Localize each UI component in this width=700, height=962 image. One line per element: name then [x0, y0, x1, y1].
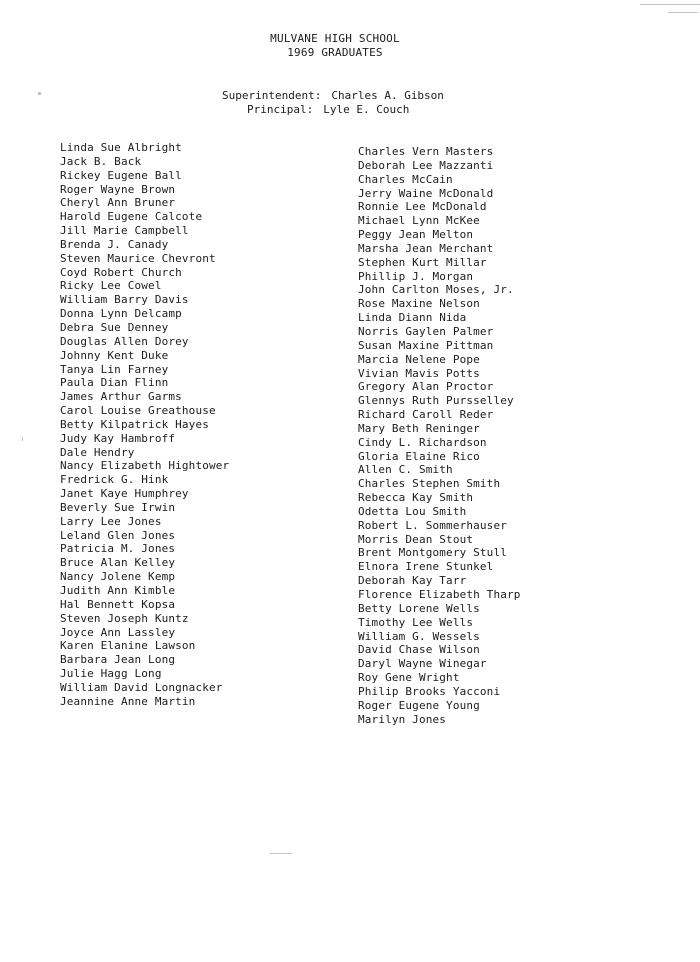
- graduate-name: Jerry Waine McDonald: [358, 186, 494, 200]
- graduate-name: Carol Louise Greathouse: [60, 404, 216, 418]
- graduate-name: William Barry Davis: [60, 293, 189, 307]
- graduate-name: Nancy Jolene Kemp: [60, 570, 176, 584]
- graduates-title: 1969 GRADUATES: [287, 46, 383, 59]
- graduate-name: Robert L. Sommerhauser: [358, 518, 507, 532]
- graduate-name: Judith Ann Kimble: [60, 584, 176, 597]
- graduate-name: Ricky Lee Cowel: [60, 279, 162, 293]
- graduate-name: Linda Sue Albright: [60, 141, 182, 154]
- superintendent-title: Superintendent:: [222, 89, 322, 102]
- graduate-name: Gregory Alan Proctor: [358, 380, 494, 394]
- graduate-name: Deborah Kay Tarr: [358, 574, 467, 588]
- graduate-name: Debra Sue Denney: [60, 320, 169, 334]
- graduate-name: Beverly Sue Irwin: [60, 500, 176, 514]
- graduate-name: Charles McCain: [358, 172, 453, 186]
- graduate-name: Ronnie Lee McDonald: [358, 200, 487, 214]
- graduate-name: Douglas Allen Dorey: [60, 334, 189, 348]
- graduate-name: Jill Marie Campbell: [60, 224, 189, 238]
- graduate-name: Betty Lorene Wells: [358, 601, 480, 615]
- graduate-name: William David Longnacker: [60, 680, 223, 694]
- graduate-name: Allen C. Smith: [358, 463, 453, 477]
- graduate-name: Jeannine Anne Martin: [60, 694, 196, 708]
- principal-title: Principal:: [247, 103, 314, 116]
- graduate-name: Donna Lynn Delcamp: [60, 307, 182, 321]
- graduate-name: Steven Maurice Chevront: [60, 251, 216, 265]
- graduate-name: James Arthur Garms: [60, 390, 182, 404]
- graduate-name: Brent Montgomery Stull: [358, 546, 507, 560]
- graduate-name: Deborah Lee Mazzanti: [358, 158, 494, 172]
- graduate-name: Tanya Lin Farney: [60, 362, 169, 376]
- graduate-name: Bruce Alan Kelley: [60, 556, 176, 570]
- graduate-name: Leland Glen Jones: [60, 528, 176, 542]
- graduate-name: John Carlton Moses, Jr.: [358, 283, 514, 297]
- graduate-name: Julie Hagg Long: [60, 667, 162, 681]
- graduate-name: Linda Diann Nida: [358, 311, 467, 325]
- graduate-name: Elnora Irene Stunkel: [358, 560, 494, 574]
- graduate-name: Betty Kilpatrick Hayes: [60, 417, 209, 431]
- principal-row: [0, 103, 700, 117]
- graduate-name: Gloria Elaine Rico: [358, 449, 480, 463]
- graduate-name: Norris Gaylen Palmer: [358, 324, 494, 338]
- scan-mark-top: [640, 4, 700, 5]
- document-header: [0, 32, 700, 60]
- graduate-name: Roger Eugene Young: [358, 698, 480, 712]
- graduate-name: Steven Joseph Kuntz: [60, 611, 189, 625]
- graduate-name: Odetta Lou Smith: [358, 504, 467, 518]
- graduate-name: Barbara Jean Long: [60, 653, 176, 667]
- graduate-name: Charles Vern Masters: [358, 145, 494, 158]
- graduate-name: William G. Wessels: [358, 629, 480, 643]
- graduate-name: Marilyn Jones: [358, 712, 447, 726]
- graduate-name: Karen Elanine Lawson: [60, 639, 196, 653]
- graduate-name: Susan Maxine Pittman: [358, 338, 494, 352]
- graduate-name: Nancy Elizabeth Hightower: [60, 459, 230, 473]
- scan-mark-left-2: [22, 437, 23, 441]
- graduate-name: Judy Kay Hambroff: [60, 431, 176, 445]
- graduate-name: Cindy L. Richardson: [358, 435, 487, 449]
- graduate-name: Johnny Kent Duke: [60, 348, 169, 362]
- graduate-name: Timothy Lee Wells: [358, 615, 474, 629]
- graduate-name: Hal Bennett Kopsa: [60, 597, 176, 611]
- superintendent-name: Charles A. Gibson: [331, 89, 444, 102]
- graduate-name: Richard Caroll Reder: [358, 408, 494, 422]
- graduate-name: Rickey Eugene Ball: [60, 168, 182, 182]
- graduate-name: Patricia M. Jones: [60, 542, 176, 556]
- graduate-name: Mary Beth Reninger: [358, 421, 480, 435]
- graduates-list-left: [60, 141, 229, 709]
- graduate-name: Marsha Jean Merchant: [358, 241, 494, 255]
- graduate-name: Charles Stephen Smith: [358, 477, 501, 491]
- graduate-name: Brenda J. Canady: [60, 237, 169, 251]
- graduate-name: Paula Dian Flinn: [60, 376, 169, 390]
- graduate-name: Roy Gene Wright: [358, 671, 460, 685]
- graduate-name: Dale Hendry: [60, 445, 135, 459]
- graduate-name: David Chase Wilson: [358, 643, 480, 657]
- graduate-name: Fredrick G. Hink: [60, 473, 169, 487]
- graduate-name: Phillip J. Morgan: [358, 269, 474, 283]
- graduate-name: Jack B. Back: [60, 154, 142, 168]
- graduate-name: Glennys Ruth Pursselley: [358, 394, 514, 408]
- graduate-name: Joyce Ann Lassley: [60, 625, 176, 639]
- graduate-name: Marcia Nelene Pope: [358, 352, 480, 366]
- school-name: MULVANE HIGH SCHOOL: [270, 32, 400, 45]
- graduate-name: Peggy Jean Melton: [358, 228, 474, 242]
- graduate-name: Coyd Robert Church: [60, 265, 182, 279]
- principal-name: Lyle E. Couch: [323, 103, 410, 116]
- graduate-name: Philip Brooks Yacconi: [358, 684, 501, 698]
- graduate-name: Larry Lee Jones: [60, 514, 162, 528]
- graduate-name: Rose Maxine Nelson: [358, 297, 480, 311]
- graduate-name: Harold Eugene Calcote: [60, 210, 203, 224]
- graduate-name: Morris Dean Stout: [358, 532, 474, 546]
- graduate-name: Roger Wayne Brown: [60, 182, 176, 196]
- graduate-name: Janet Kaye Humphrey: [60, 487, 189, 501]
- graduate-name: Stephen Kurt Millar: [358, 255, 487, 269]
- scan-mark-top-right: [668, 12, 698, 13]
- graduate-name: Rebecca Kay Smith: [358, 491, 474, 505]
- graduate-name: Daryl Wayne Winegar: [358, 657, 487, 671]
- scan-mark-bottom: [270, 853, 292, 854]
- graduate-name: Cheryl Ann Bruner: [60, 196, 176, 210]
- graduate-name: Florence Elizabeth Tharp: [358, 588, 521, 601]
- graduates-list-right: [358, 145, 521, 726]
- graduate-name: Vivian Mavis Potts: [358, 366, 480, 380]
- officials-block: [0, 89, 700, 117]
- superintendent-row: [0, 89, 700, 103]
- graduate-name: Michael Lynn McKee: [358, 214, 480, 228]
